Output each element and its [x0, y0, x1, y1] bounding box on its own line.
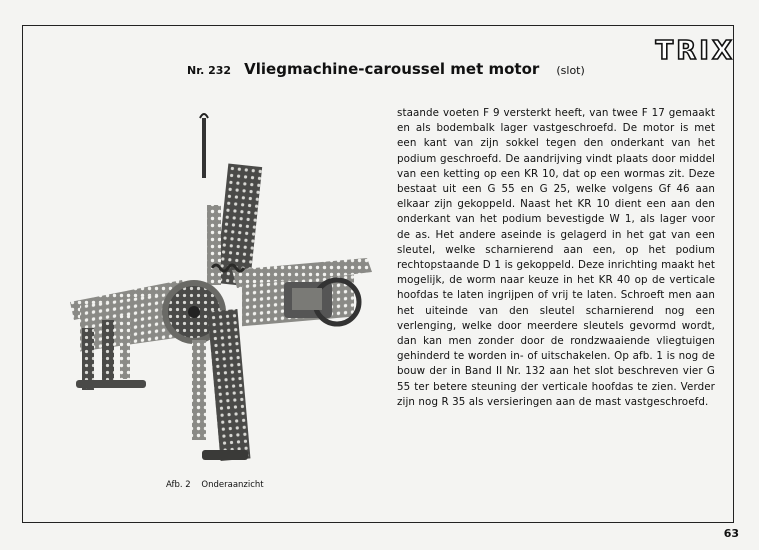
- instruction-text: staande voeten F 9 versterkt heeft, van twee F 17 gemaakt en als bodembalk lager vastgeschroefd. De motor is met een kant van zijn sokkel tegen den onderkant van het podium geschroefd. De aandrijving vindt plaats door middel van een ketting op een KR 10, dat op een wormas zit. Deze bestaat uit een G 55 en G 25, welke volgens Gf 46 aan elkaar zijn gekoppeld. Naast het KR 10 dient een aan den onderkant van het podium bevestigde W 1, als lager voor de as. Het andere aseinde is gelagerd in het gat van een sleutel, welke scharnierend aan een, op het podium rechtopstaande D 1 is gekoppeld. Deze inrichting maakt het mogelijk, de worm naar keuze in het KR 40 op de verticale hoofdas te laten ingrijpen of vrij te laten. Schroeft men aan het uiteinde van den sleutel scharnierend nog een verlenging, welke door meerdere sleutels gevormd wordt, dan kan men zonder door de rondzwaaiende vliegtuigen gehinderd te worden in- of uitschakelen. Op afb. 1 is nog de bouw der in Band II Nr. 132 aan het slot beschreven vier G 55 ter betere steuning der verticale hoofdas te zien. Verder zijn nog R 35 als versieringen aan de mast vastgeschroefd.: [397, 107, 715, 408]
- continuation-label: (slot): [556, 64, 585, 77]
- figure-caption: [166, 480, 264, 490]
- page-title: Vliegmachine-caroussel met motor: [244, 60, 540, 78]
- page-number: 63: [723, 527, 739, 540]
- figure-number: Afb. 2: [166, 480, 191, 490]
- trix-logo: TRIX: [655, 36, 735, 66]
- model-number: Nr. 232: [187, 64, 232, 77]
- figure-caption-text: Onderaanzicht: [201, 480, 264, 490]
- page-heading: [187, 59, 585, 78]
- construction-photo: [62, 110, 382, 480]
